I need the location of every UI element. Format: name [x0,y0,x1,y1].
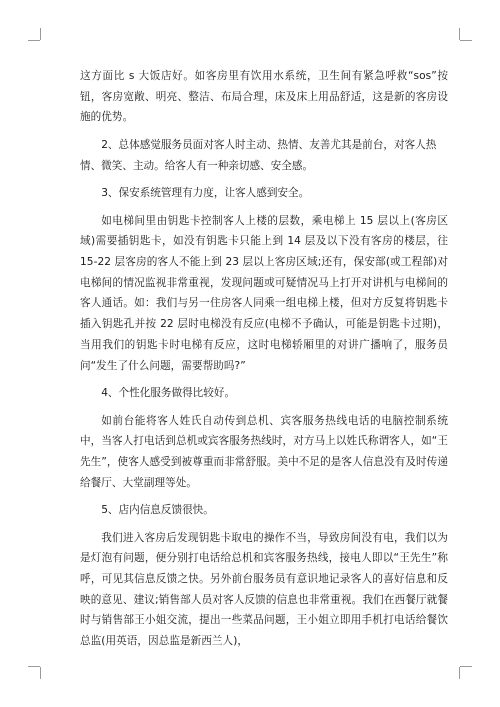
document-body [80,66,448,659]
paragraph-intro: 这方面比 s 大饭店好。如客房里有饮用水系统，卫生间有紧急呼救“sos”按钮，客房宽敞、明亮、整洁、布局合理，床及床上用品舒适，这是新的客房设施的优势。 [80,70,448,124]
paragraph-elevator-security: 如电梯间里由钥匙卡控制客人上楼的层数，乘电梯上 15 层以上(客房区域)需要插钥匙卡，如没有钥匙卡只能上到 14 层及以下没有客房的楼层，往 15-22 层客房的客人不能上到 23 层以上客房区域;还有，保安部(或工程部)对电梯间的情况监视非常重视，发现问题或可疑情况马上打开对讲机与电梯间的客人通话。如：我们与另一住房客人同乘一组电梯上楼，但对方反复将钥匙卡插入钥匙孔并按 22 层时电梯没有反应(电梯不予确认，可能是钥匙卡过期)，当用我们的钥匙卡时电梯有反应，这时电梯轿厢里的对讲广播响了，服务员问“发生了什么问题，需要帮助吗?” [80,214,448,372]
crop-mark-bottom-left-h [28,666,40,667]
crop-mark-bottom-left-v [40,667,41,679]
crop-mark-bottom-right-v [459,667,460,679]
crop-mark-top-left-h [28,40,40,41]
section-heading-2: 2、总体感觉服务员面对客人时主动、热情、友善尤其是前台，对客人热情、微笑、主动。给客人有一种亲切感、安全感。 [80,138,437,172]
paragraph-personalized-service: 如前台能将客人姓氏自动传到总机、宾客服务热线电话的电脑控制系统中，当客人打电话到总机或宾客服务热线时，对方马上以姓氏称谓客人，如“王先生”，使客人感受到被尊重而非常舒服。美中不足的是客人信息没有及时传递给餐厅、大堂副理等处。 [80,414,448,489]
crop-mark-top-right-h [460,40,472,41]
paragraph-feedback: 我们进入客房后发现钥匙卡取电的操作不当，导致房间没有电，我们以为是灯泡有问题，便分别打电话给总机和宾客服务热线，接电人即以“王先生”称呼，可见其信息反馈之快。另外前台服务员有意识地记录客人的喜好信息和反映的意见、建议;销售部人员对客人反馈的信息也非常重视。我们在西餐厅就餐时与销售部王小姐交流，提出一些菜品问题，王小姐立即用手机打电话给餐饮总监(用英语，因总监是新西兰人)， [80,531,448,648]
crop-mark-top-left-v [40,28,41,40]
section-heading-3: 3、保安系统管理有力度，让客人感到安全。 [101,187,310,200]
crop-mark-top-right-v [459,28,460,40]
section-heading-5: 5、店内信息反馈很快。 [101,504,214,517]
crop-mark-bottom-right-h [460,666,472,667]
section-heading-4: 4、个性化服务做得比较好。 [101,387,236,400]
